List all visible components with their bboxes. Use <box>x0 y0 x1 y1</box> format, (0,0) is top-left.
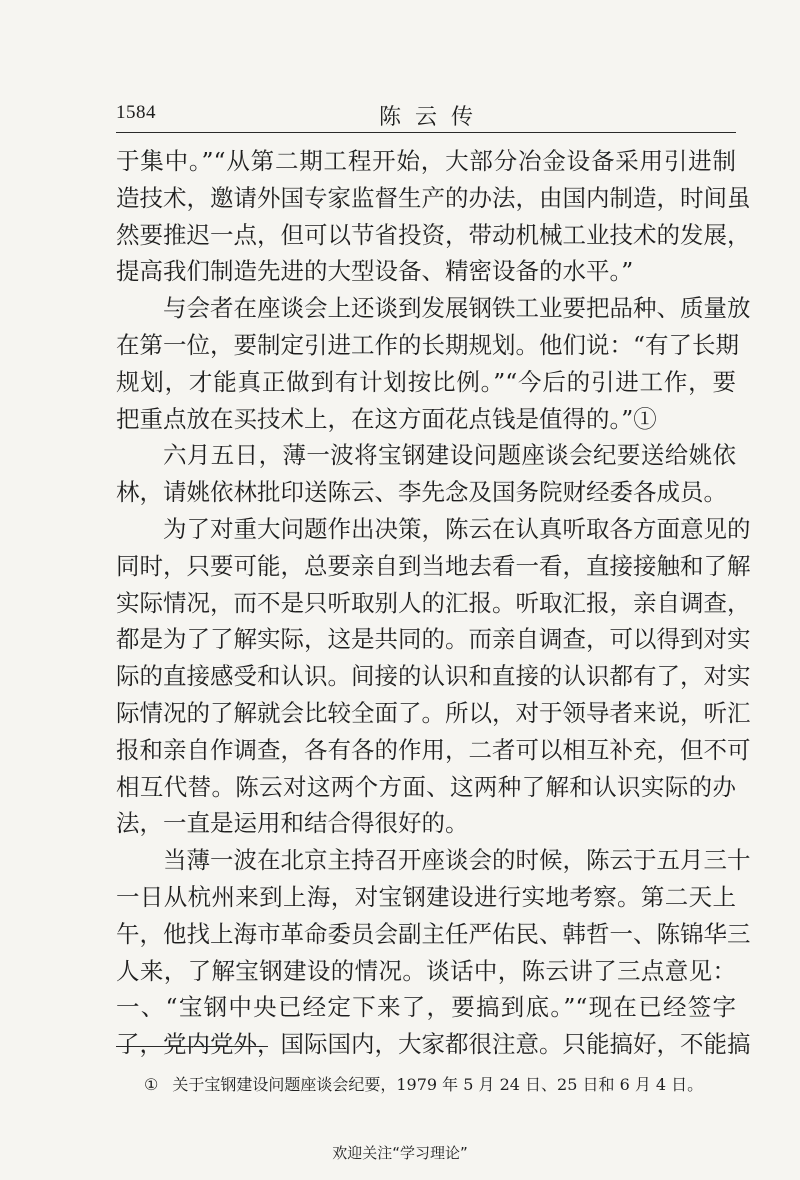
footnote <box>144 1072 736 1095</box>
text-line: 相互代替。陈云对这两个方面、这两种了解和认识实际的办 <box>116 772 736 801</box>
text-line: 六月五日，薄一波将宝钢建设问题座谈会纪要送给姚依 <box>163 441 736 470</box>
page-header <box>116 100 736 130</box>
footnote-marker: ① <box>144 1075 159 1094</box>
text-line: 际的直接感受和认识。间接的认识和直接的认识都有了，对实 <box>116 662 751 691</box>
header-rule <box>116 132 736 133</box>
text-line: 与会者在座谈会上还谈到发展钢铁工业要把品种、质量放 <box>163 294 751 323</box>
text-line: 午，他找上海市革命委员会副主任严佑民、韩哲一、陈锦华三 <box>116 919 751 948</box>
text-line: 然要推迟一点，但可以节省投资，带动机械工业技术的发展， <box>116 220 751 249</box>
footnote-text: 关于宝钢建设问题座谈会纪要，1979 年 5 月 24 日、25 日和 6 月 4 日。 <box>172 1075 704 1094</box>
text-line: 法，一直是运用和结合得很好的。 <box>116 809 469 838</box>
text-line: 造技术，邀请外国专家监督生产的办法，由国内制造，时间虽 <box>116 183 751 212</box>
footnote-rule <box>116 1046 268 1047</box>
text-line: 同时，只要可能，总要亲自到当地去看一看，直接接触和了解 <box>116 551 751 580</box>
text-line: 一、“宝钢中央已经定下来了，要搞到底。”“现在已经签字 <box>116 993 736 1022</box>
text-line: 当薄一波在北京主持召开座谈会的时候，陈云于五月三十 <box>163 846 751 875</box>
text-line: 都是为了了解实际，这是共同的。而亲自调查，可以得到对实 <box>116 625 751 654</box>
text-line: 际情况的了解就会比较全面了。所以，对于领导者来说，听汇 <box>116 698 751 727</box>
text-line: 报和亲自作调查，各有各的作用，二者可以相互补充，但不可 <box>116 735 751 764</box>
text-line: 人来，了解宝钢建设的情况。谈话中，陈云讲了三点意见： <box>116 956 736 985</box>
text-line: 实际情况，而不是只听取别人的汇报。听取汇报，亲自调查， <box>116 588 751 617</box>
running-title: 陈云传 <box>378 105 487 130</box>
watermark-text: 欢迎关注“学习理论” <box>332 1144 468 1162</box>
text-line: 把重点放在买技术上，在这方面花点钱是值得的。”① <box>116 404 657 433</box>
text-line: 林，请姚依林批印送陈云、李先念及国务院财经委各成员。 <box>116 478 727 507</box>
body-text <box>116 143 751 1063</box>
page-number: 1584 <box>116 102 156 123</box>
text-line: 了，党内党外，国际国内，大家都很注意。只能搞好，不能搞 <box>116 1030 751 1059</box>
text-line: 规划，才能真正做到有计划按比例。”“今后的引进工作，要 <box>116 367 736 396</box>
text-line: 为了对重大问题作出决策，陈云在认真听取各方面意见的 <box>163 514 751 543</box>
text-line: 在第一位，要制定引进工作的长期规划。他们说：“有了长期 <box>116 330 740 359</box>
text-line: 提高我们制造先进的大型设备、精密设备的水平。” <box>116 257 634 286</box>
text-line: 一日从杭州来到上海，对宝钢建设进行实地考察。第二天上 <box>116 882 736 911</box>
text-line: 于集中。”“从第二期工程开始，大部分冶金设备采用引进制 <box>116 147 736 175</box>
